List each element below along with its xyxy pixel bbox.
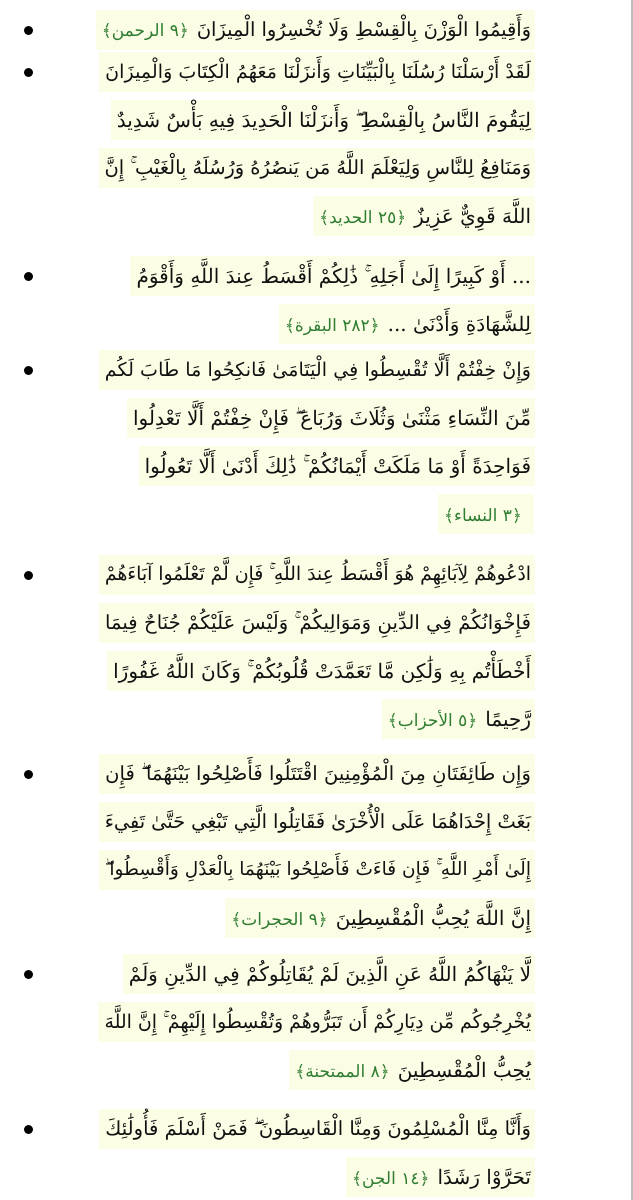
reference-close-bracket: ﴾ — [319, 208, 330, 228]
verse-line — [96, 10, 535, 50]
verse-line-text: بَغَتْ إِحْدَاهُمَا عَلَى الْأُخْرَىٰ فَقَاتِلُوا الَّتِي تَبْغِي حَتَّىٰ تَفِيءَ — [104, 810, 531, 833]
verse-line — [346, 1157, 535, 1197]
reference-text: ٩ الحجرات — [241, 910, 318, 930]
verse-reference-line — [438, 494, 534, 534]
verse-line — [98, 1002, 535, 1042]
bullet-dot-icon — [24, 770, 33, 779]
verse-line — [99, 148, 536, 188]
reference-text: ١٤ الجن — [361, 1169, 420, 1189]
surah-reference — [388, 711, 478, 731]
verse-line-text: إِلَىٰ أَمْرِ اللَّهِ ۚ فَإِن فَاءَتْ فَأَصْلِحُوا بَيْنَهُمَا بِالْعَدْلِ وَأَقْسِطُوا ۖ — [104, 859, 531, 880]
verse-line-text: فَإِخْوَانُكُمْ فِي الدِّينِ وَمَوَالِيكُمْ ۚ وَلَيْسَ عَلَيْكُمْ جُنَاحٌ فِيمَا — [104, 611, 531, 634]
reference-close-bracket: ﴾ — [444, 506, 454, 526]
reference-open-bracket: ﴿ — [317, 910, 328, 930]
reference-open-bracket: ﴿ — [511, 506, 522, 526]
reference-close-bracket: ﴾ — [295, 1062, 306, 1082]
verse-line — [382, 699, 535, 739]
bullet-dot-icon — [24, 571, 33, 580]
bullet-dot-icon — [24, 366, 33, 375]
surah-reference — [352, 1169, 429, 1189]
surah-reference — [295, 1062, 389, 1082]
verse-line — [225, 898, 535, 938]
verse-line — [99, 1109, 535, 1149]
reference-text: ٢٨٢ البقرة — [294, 316, 370, 336]
reference-text: ٣ النساء — [453, 506, 512, 526]
verse-line-text: ... أَوْ كَبِيرًا إِلَىٰ أَجَلِهِ ۚ ذَٰلِكُمْ أَقْسَطُ عِندَ اللَّهِ وَأَقْوَمُ — [136, 264, 531, 288]
verse-line — [313, 196, 535, 236]
bullet-dot-icon — [24, 970, 33, 979]
verse-line-text: يُحِبُّ الْمُقْسِطِينَ — [397, 1058, 531, 1082]
verse-line-text: ادْعُوهُمْ لِآبَائِهِمْ هُوَ أَقْسَطُ عِندَ اللَّهِ ۚ فَإِن لَّمْ تَعْلَمُوا آبَاءَهُمْ — [104, 564, 531, 585]
surah-reference — [285, 316, 380, 336]
verse-line-text: وَأَنَّا مِنَّا الْمُسْلِمُونَ وَمِنَّا الْقَاسِطُونَ ۖ فَمَنْ أَسْلَمَ فَأُولَٰئِكَ — [105, 1117, 531, 1140]
verse-line-text: فَوَاحِدَةً أَوْ مَا مَلَكَتْ أَيْمَانُكُمْ ۚ ذَٰلِكَ أَدْنَىٰ أَلَّا تَعُولُوا — [144, 454, 531, 478]
verse-line — [289, 1050, 535, 1090]
verse-line-text: تَحَرَّوْا رَشَدًا — [437, 1165, 531, 1189]
reference-open-bracket: ﴿ — [369, 316, 380, 336]
reference-close-bracket: ﴾ — [284, 316, 295, 336]
verse-line — [279, 304, 535, 344]
verse-line — [111, 100, 535, 140]
verse-line-text: رَّحِيمًا — [485, 707, 531, 731]
verse-line — [127, 398, 535, 438]
reference-open-bracket: ﴿ — [419, 1169, 430, 1189]
reference-text: ٩ الرحمن — [111, 21, 179, 41]
reference-close-bracket: ﴾ — [387, 711, 398, 731]
reference-close-bracket: ﴾ — [231, 910, 242, 930]
verse-line — [99, 754, 535, 794]
bullet-dot-icon — [24, 272, 33, 281]
bullet-dot-icon — [24, 68, 33, 77]
verse-line-text: يُخْرِجُوكُم مِّن دِيَارِكُمْ أَن تَبَرُّوهُمْ وَتُقْسِطُوا إِلَيْهِمْ ۚ إِنَّ اللَّهَ — [104, 1011, 531, 1033]
verse-line — [107, 651, 535, 691]
reference-close-bracket: ﴾ — [101, 21, 112, 41]
verse-line — [99, 850, 535, 890]
reference-text: ٢٥ الحديد — [329, 208, 397, 228]
reference-open-bracket: ﴿ — [379, 1062, 390, 1082]
bullet-dot-icon — [24, 1125, 33, 1134]
surah-reference — [444, 506, 522, 526]
reference-text: ٥ الأحزاب — [397, 711, 468, 731]
surah-reference — [102, 21, 189, 41]
bullet-dot-icon — [24, 26, 33, 35]
verse-line-text: اللَّهَ قَوِيٌّ عَزِيزٌ — [414, 204, 531, 228]
verse-line-text: وَمَنَافِعُ لِلنَّاسِ وَلِيَعْلَمَ اللَّهُ مَن يَنصُرُهُ وَرُسُلَهُ بِالْغَيْبِ ۚ إِنَّ — [104, 156, 531, 179]
verse-line-text: وَإِنْ خِفْتُمْ أَلَّا تُقْسِطُوا فِي الْيَتَامَىٰ فَانكِحُوا مَا طَابَ لَكُم — [104, 358, 531, 381]
verse-line-text: لِلشَّهَادَةِ وَأَدْنَىٰ ... — [387, 312, 531, 336]
reference-open-bracket: ﴿ — [396, 208, 407, 228]
reference-open-bracket: ﴿ — [178, 21, 189, 41]
verse-line-text: وَإِن طَائِفَتَانِ مِنَ الْمُؤْمِنِينَ اقْتَتَلُوا فَأَصْلِحُوا بَيْنَهُمَا ۖ فَإِن — [105, 762, 531, 785]
verse-line-text: إِنَّ اللَّهَ يُحِبُّ الْمُقْسِطِينَ — [335, 906, 531, 930]
verse-line-text: لَقَدْ أَرْسَلْنَا رُسُلَنَا بِالْبَيِّنَاتِ وَأَنزَلْنَا مَعَهُمُ الْكِتَابَ وَالْمِيزَانَ — [105, 60, 531, 83]
verse-line — [130, 256, 535, 296]
verse-line — [99, 603, 535, 643]
reference-open-bracket: ﴿ — [467, 711, 478, 731]
verse-line — [99, 52, 535, 92]
verse-line-text: لَّا يَنْهَاكُمُ اللَّهُ عَنِ الَّذِينَ لَمْ يُقَاتِلُوكُمْ فِي الدِّينِ وَلَمْ — [128, 962, 531, 986]
reference-close-bracket: ﴾ — [352, 1169, 362, 1189]
verse-line — [139, 446, 535, 486]
surah-reference — [319, 208, 406, 228]
verse-line — [99, 350, 535, 390]
verse-line-text: وَأَقِيمُوا الْوَزْنَ بِالْقِسْطِ وَلَا تُخْسِرُوا الْمِيزَانَ — [196, 18, 531, 41]
verse-line — [123, 954, 535, 994]
verse-line — [99, 555, 535, 595]
verse-line-text: لِيَقُومَ النَّاسُ بِالْقِسْطِ ۖ وَأَنزَلْنَا الْحَدِيدَ فِيهِ بَأْسٌ شَدِيدٌ — [116, 108, 531, 132]
verse-line — [99, 802, 535, 842]
verse-line-text: أَخْطَأْتُم بِهِ وَلَٰكِن مَّا تَعَمَّدَتْ قُلُوبُكُمْ ۚ وَكَانَ اللَّهُ غَفُورًا — [113, 659, 531, 683]
reference-text: ٨ الممتحنة — [305, 1062, 380, 1082]
verse-line-text: مِّنَ النِّسَاءِ مَثْنَىٰ وَثُلَاثَ وَرُبَاعَ ۖ فَإِنْ خِفْتُمْ أَلَّا تَعْدِلُوا — [133, 406, 531, 430]
surah-reference — [231, 910, 327, 930]
